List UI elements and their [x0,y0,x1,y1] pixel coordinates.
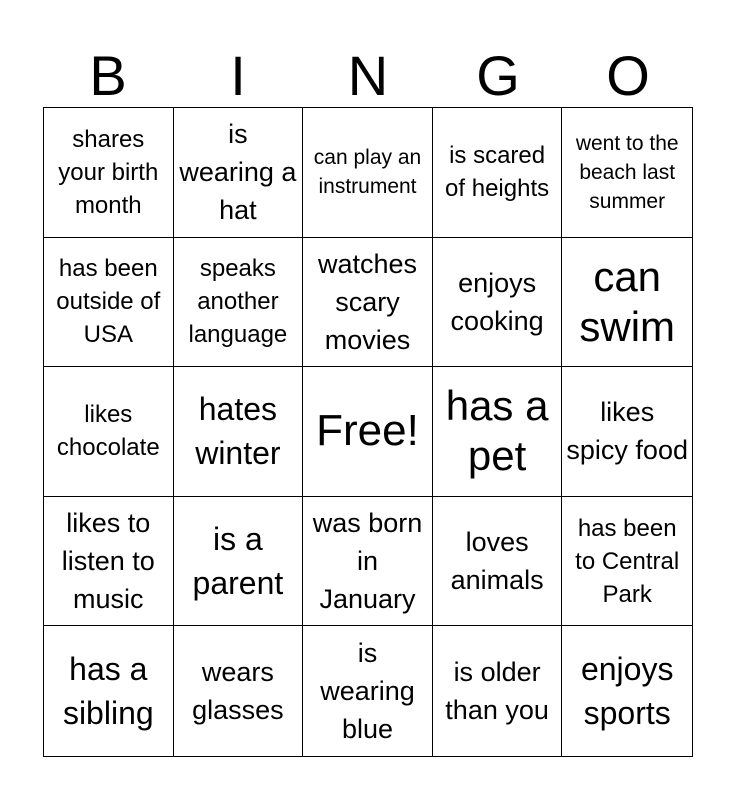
cell-text: has a sibling [62,651,154,732]
bingo-cell[interactable] [433,238,563,368]
cell-text: loves animals [450,527,544,596]
cell-text: was born in January [312,508,423,615]
bingo-cell[interactable] [562,497,692,627]
cell-text: can swim [579,252,676,350]
bingo-cell[interactable] [303,497,433,627]
cell-text: can play an instrument [313,146,422,199]
cell-text: is a parent [192,521,284,602]
cell-text: likes spicy food [566,397,688,466]
free-cell[interactable] [303,367,433,497]
bingo-board [43,107,693,757]
bingo-cell[interactable] [44,367,174,497]
bingo-cell[interactable] [174,626,304,756]
bingo-cell[interactable] [174,497,304,627]
bingo-cell[interactable] [174,367,304,497]
cell-text: is wearing blue [320,638,415,745]
cell-text: is wearing a hat [179,119,297,226]
bingo-cell[interactable] [174,238,304,368]
bingo-cell[interactable] [303,108,433,238]
free-cell-text: Free! [316,406,419,456]
cell-text: wears glasses [192,657,284,726]
bingo-cell[interactable] [303,626,433,756]
bingo-cell[interactable] [44,238,174,368]
cell-text: went to the beach last summer [575,131,679,213]
bingo-cell[interactable] [44,108,174,238]
cell-text: likes chocolate [56,401,160,462]
bingo-cell[interactable] [303,238,433,368]
header-letter-o: O [606,44,650,107]
bingo-cell[interactable] [562,626,692,756]
cell-text: likes to listen to music [61,508,155,615]
bingo-cell[interactable] [44,626,174,756]
cell-text: hates winter [195,391,281,472]
bingo-cell[interactable] [44,497,174,627]
cell-text: speaks another language [188,255,288,349]
cell-text: watches scary movies [317,248,418,355]
bingo-cell[interactable] [433,367,563,497]
cell-text: enjoys cooking [450,267,544,336]
cell-text: enjoys sports [580,651,674,732]
header-letter-b: B [89,44,127,107]
bingo-header [43,40,693,108]
bingo-cell[interactable] [433,108,563,238]
header-letter-g: G [476,44,520,107]
bingo-cell[interactable] [562,108,692,238]
bingo-cell[interactable] [433,497,563,627]
cell-text: shares your birth month [58,125,159,219]
bingo-cell[interactable] [174,108,304,238]
header-letter-n: N [347,44,389,107]
header-letter-i: I [230,44,246,107]
cell-text: is scared of heights [445,142,550,203]
cell-text: has been outside of USA [56,255,161,349]
bingo-cell[interactable] [433,626,563,756]
cell-text: has been to Central Park [575,514,680,608]
bingo-cell[interactable] [562,238,692,368]
bingo-cell[interactable] [562,367,692,497]
cell-text: is older than you [445,657,549,726]
cell-text: has a pet [445,382,549,480]
